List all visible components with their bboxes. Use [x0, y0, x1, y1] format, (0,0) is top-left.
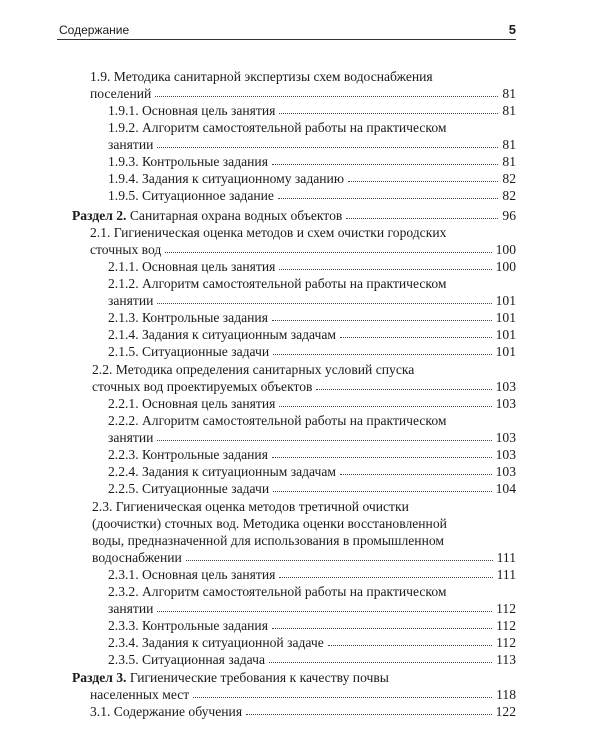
toc-line	[92, 361, 516, 378]
toc-line	[92, 498, 516, 515]
dot-leader	[279, 566, 492, 578]
entry-title: 2.1. Гигиеническая оценка методов и схем очистки городских	[90, 225, 447, 240]
dot-leader	[157, 600, 492, 612]
toc-entry-text	[92, 498, 409, 515]
toc-line	[108, 651, 516, 668]
toc-entry-text	[108, 480, 269, 497]
dot-leader	[273, 343, 491, 355]
entry-title: 1.9. Методика санитарной экспертизы схем водоснабжения	[90, 69, 433, 84]
toc-line	[108, 583, 516, 600]
toc-entry-text	[108, 258, 275, 275]
toc-entry-text	[92, 515, 447, 532]
toc-line	[108, 634, 516, 651]
toc-entry-text	[108, 429, 153, 446]
entry-title: 2.3.1. Основная цель занятия	[108, 567, 276, 582]
toc-entry-text	[90, 703, 242, 720]
toc-page-number: 111	[496, 567, 516, 582]
toc-line	[90, 68, 516, 85]
toc-entry-text	[108, 566, 275, 583]
toc-page-number: 100	[495, 242, 516, 257]
entry-title: 2.3.5. Ситуационная задача	[108, 652, 265, 667]
entry-title: занятии	[108, 137, 154, 152]
dot-leader	[328, 634, 492, 646]
toc-entry-text	[90, 686, 189, 703]
toc-entry-text	[90, 224, 446, 241]
header-title: Содержание	[59, 23, 130, 37]
dot-leader	[346, 207, 498, 219]
toc-page-number: 81	[502, 154, 516, 169]
dot-leader	[157, 136, 498, 148]
entry-title: Санитарная охрана водных объектов	[129, 208, 343, 223]
dot-leader	[279, 395, 491, 407]
toc-page-number: 112	[496, 618, 516, 633]
dot-leader	[273, 480, 491, 492]
toc-page-number: 103	[495, 464, 516, 479]
toc-page-number: 101	[495, 344, 516, 359]
toc-page-number: 101	[495, 310, 516, 325]
toc-entry-text	[90, 68, 433, 85]
entry-title: 2.1.2. Алгоритм самостоятельной работы на практическом	[108, 276, 447, 291]
toc-page-number: 112	[496, 601, 516, 616]
toc-page-number: 103	[495, 379, 516, 394]
entry-title: 1.9.1. Основная цель занятия	[108, 103, 276, 118]
dot-leader	[279, 102, 498, 114]
toc-entry-text	[72, 669, 389, 686]
toc-entry-text	[108, 136, 153, 153]
toc-line	[108, 119, 516, 136]
entry-title: 2.2. Методика определения санитарных условий спуска	[92, 362, 415, 377]
entry-title: 2.2.4. Задания к ситуационным задачам	[108, 464, 337, 479]
toc-entry-text	[108, 617, 268, 634]
entry-title: 2.1.5. Ситуационные задачи	[108, 344, 270, 359]
toc-entry-text	[90, 241, 161, 258]
toc-line	[90, 241, 516, 258]
toc-page-number: 118	[496, 687, 516, 702]
toc-line	[108, 617, 516, 634]
toc-entry-text	[108, 651, 265, 668]
dot-leader	[279, 258, 491, 270]
toc-line	[108, 153, 516, 170]
dot-leader	[340, 326, 492, 338]
entry-title: 2.3.4. Задания к ситуационной задаче	[108, 635, 324, 650]
toc-line	[108, 275, 516, 292]
toc-line	[108, 136, 516, 153]
toc-line	[72, 669, 516, 686]
dot-leader	[316, 378, 491, 390]
toc-line	[108, 429, 516, 446]
entry-title: 2.1.1. Основная цель занятия	[108, 259, 276, 274]
toc-entry-text	[90, 85, 151, 102]
dot-leader	[340, 463, 492, 475]
entry-title: 1.9.2. Алгоритм самостоятельной работы на практическом	[108, 120, 447, 135]
toc-entry-text	[108, 600, 153, 617]
toc-line	[108, 600, 516, 617]
entry-title: 2.1.4. Задания к ситуационным задачам	[108, 327, 337, 342]
toc-page-number: 103	[495, 447, 516, 462]
entry-title: занятии	[108, 430, 154, 445]
toc-entry-text	[92, 549, 182, 566]
toc-entry-text	[108, 102, 275, 119]
dot-leader	[193, 686, 492, 698]
entry-title: поселений	[90, 86, 152, 101]
toc-page-number: 81	[502, 103, 516, 118]
toc-entry-text	[108, 275, 446, 292]
toc-page-number: 103	[495, 430, 516, 445]
dot-leader	[272, 309, 492, 321]
entry-title: населенных мест	[90, 687, 190, 702]
toc-line	[108, 102, 516, 119]
dot-leader	[272, 153, 498, 165]
toc-line	[72, 207, 516, 224]
entry-title: 2.2.2. Алгоритм самостоятельной работы на практическом	[108, 413, 447, 428]
toc-line	[108, 187, 516, 204]
toc-line	[92, 532, 516, 549]
dot-leader	[186, 549, 493, 561]
entry-title: 2.3.3. Контрольные задания	[108, 618, 268, 633]
toc-line	[90, 686, 516, 703]
entry-title: 2.2.5. Ситуационные задачи	[108, 481, 270, 496]
entry-title: водоснабжении	[92, 550, 182, 565]
toc-page-number: 81	[502, 137, 516, 152]
toc-page-number: 111	[496, 550, 516, 565]
toc-entry-text	[92, 378, 312, 395]
toc-page-number: 104	[495, 481, 516, 496]
entry-title: сточных вод	[90, 242, 162, 257]
toc-line	[90, 224, 516, 241]
dot-leader	[155, 85, 498, 97]
entry-title: 3.1. Содержание обучения	[90, 704, 243, 719]
toc-line	[108, 309, 516, 326]
entry-title: сточных вод проектируемых объектов	[92, 379, 313, 394]
toc-entry-text	[92, 532, 444, 549]
toc-entry-text	[108, 343, 269, 360]
toc-entry-text	[108, 187, 274, 204]
toc-page-number: 101	[495, 293, 516, 308]
dot-leader	[246, 703, 492, 715]
dot-leader	[157, 292, 491, 304]
toc-entry-text	[108, 170, 344, 187]
toc-page-number: 96	[502, 208, 516, 223]
toc-page-number: 101	[495, 327, 516, 342]
section-label: Раздел 2.	[72, 208, 127, 223]
toc-line	[108, 292, 516, 309]
dot-leader	[348, 170, 498, 182]
entry-title: 2.2.1. Основная цель занятия	[108, 396, 276, 411]
entry-title: 1.9.5. Ситуационное задание	[108, 188, 274, 203]
entry-title: занятии	[108, 601, 154, 616]
toc-page-number: 82	[502, 188, 516, 203]
entry-title: 2.3.2. Алгоритм самостоятельной работы на практическом	[108, 584, 447, 599]
toc-line	[108, 170, 516, 187]
toc-entry-text	[108, 583, 446, 600]
toc-page-number: 100	[495, 259, 516, 274]
toc-line	[92, 378, 516, 395]
toc-page-number: 113	[496, 652, 516, 667]
toc-page-number: 81	[502, 86, 516, 101]
entry-title: 1.9.4. Задания к ситуационному заданию	[108, 171, 344, 186]
dot-leader	[272, 446, 492, 458]
toc-line	[108, 446, 516, 463]
entry-title: 1.9.3. Контрольные задания	[108, 154, 268, 169]
toc-page-number: 112	[496, 635, 516, 650]
toc-entry-text	[108, 446, 268, 463]
toc-entry-text	[108, 153, 268, 170]
toc-line	[90, 703, 516, 720]
toc-page-number: 103	[495, 396, 516, 411]
toc-entry-text	[108, 463, 336, 480]
toc-page-number: 82	[502, 171, 516, 186]
toc-line	[92, 549, 516, 566]
toc-entry-text	[108, 309, 268, 326]
entry-title: 2.1.3. Контрольные задания	[108, 310, 268, 325]
toc-entry-text	[108, 292, 153, 309]
toc-line	[108, 258, 516, 275]
toc-line	[108, 326, 516, 343]
toc-entry-text	[108, 395, 275, 412]
entry-title: 2.2.3. Контрольные задания	[108, 447, 268, 462]
toc-line	[92, 515, 516, 532]
toc-entry-text	[108, 119, 446, 136]
toc-line	[90, 85, 516, 102]
entry-title: воды, предназначенной для использования в промышленном	[92, 533, 444, 548]
section-label: Раздел 3.	[72, 670, 127, 685]
toc-line	[108, 463, 516, 480]
toc-line	[108, 343, 516, 360]
toc-entry-text	[108, 326, 336, 343]
toc-entry-text	[108, 412, 446, 429]
dot-leader	[165, 241, 491, 253]
toc-entry-text	[72, 207, 342, 224]
toc-entry-text	[92, 361, 414, 378]
toc-entry-text	[108, 634, 324, 651]
entry-title: Гигиенические требования к качеству почвы	[129, 670, 389, 685]
toc-page-number: 122	[495, 704, 516, 719]
entry-title: занятии	[108, 293, 154, 308]
toc-line	[108, 480, 516, 497]
toc-line	[108, 566, 516, 583]
entry-title: 2.3. Гигиеническая оценка методов третичной очистки	[92, 499, 409, 514]
toc-line	[108, 412, 516, 429]
toc-line	[108, 395, 516, 412]
page-number: 5	[508, 22, 516, 37]
dot-leader	[157, 429, 491, 441]
dot-leader	[269, 651, 492, 663]
entry-title: (доочистки) сточных вод. Методика оценки восстановленной	[92, 516, 447, 531]
dot-leader	[272, 617, 492, 629]
dot-leader	[278, 187, 498, 199]
